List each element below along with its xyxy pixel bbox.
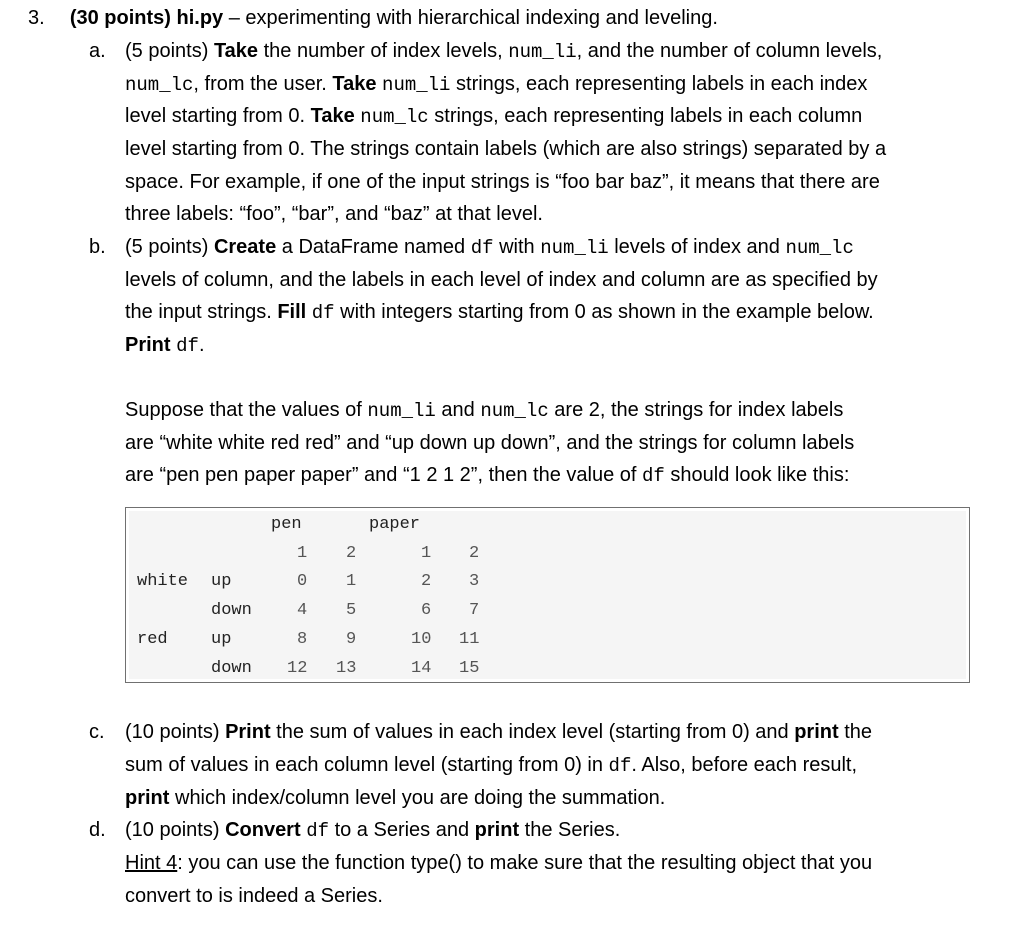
column-label-level1: 1	[421, 544, 432, 563]
dataframe-table	[129, 511, 966, 679]
column-label-level0: pen	[271, 515, 302, 534]
text: are 2, the strings for index labels	[548, 399, 844, 421]
code-text: num_lc	[785, 237, 854, 259]
text: to a Series and	[329, 819, 475, 841]
bold-text: Take	[213, 40, 259, 62]
index-label-level0: red	[137, 630, 168, 649]
text: : you can use the function type() to make sure that the resulting object that you	[177, 852, 873, 874]
part-b-label: b.	[89, 236, 106, 258]
part-a-line-6: three labels: “foo”, “bar”, and “baz” at that level.	[125, 203, 543, 225]
part-a-line-4: level starting from 0. The strings contain labels (which are also strings) separated by a	[125, 138, 887, 160]
index-label-level0: white	[137, 572, 189, 591]
cell-value: 8	[297, 630, 308, 649]
part-a-label: a.	[89, 40, 106, 62]
code-text: num_lc	[360, 106, 429, 128]
bold-text: print	[125, 787, 170, 809]
code-text: num_lc	[125, 74, 194, 96]
example-line-1	[125, 397, 843, 424]
bold-text: print	[794, 721, 839, 743]
cell-value: 14	[411, 659, 432, 678]
text: are “pen pen paper paper” and “1 2 1 2”, then the value of	[125, 464, 643, 486]
cell-value: 11	[459, 630, 480, 649]
code-text: num_li	[382, 74, 451, 96]
text: .	[198, 334, 205, 356]
code-text: num_lc	[480, 400, 549, 422]
index-label-level1: down	[211, 601, 252, 620]
code-text: df	[176, 335, 199, 357]
index-label-level1: up	[211, 572, 232, 591]
cell-value: 3	[469, 572, 480, 591]
part-d-line-2	[125, 850, 872, 876]
part-d-line-1	[125, 817, 620, 844]
part-a-line-1	[125, 38, 882, 65]
part-b-line-3	[125, 299, 874, 326]
column-label-level1: 1	[297, 544, 308, 563]
part-b-line-2: levels of column, and the labels in each level of index and column are as specified by	[125, 269, 878, 291]
part-d-label: d.	[89, 819, 106, 841]
column-label-level1: 2	[346, 544, 357, 563]
cell-value: 0	[297, 572, 308, 591]
code-text: df	[306, 820, 330, 842]
cell-value: 10	[411, 630, 432, 649]
text: should look like this:	[664, 464, 850, 486]
column-label-level1: 2	[469, 544, 480, 563]
text: a DataFrame named	[276, 236, 471, 258]
text: strings, each representing labels in each index	[450, 73, 868, 95]
text: sum of values in each column level (starting from 0) in	[125, 754, 609, 776]
index-label-level1: down	[211, 659, 252, 678]
text: the input strings.	[125, 301, 278, 323]
example-line-2: are “white white red red” and “up down up down”, and the strings for column labels	[125, 432, 855, 454]
text: Suppose that the values of	[125, 399, 368, 421]
text: and	[435, 399, 481, 421]
text: the	[838, 721, 873, 743]
part-a-line-5: space. For example, if one of the input strings is “foo bar baz”, it means that there are	[125, 171, 880, 193]
text: (10 points)	[125, 819, 226, 841]
code-text: df	[470, 237, 494, 259]
bold-text: Convert	[225, 819, 301, 841]
bold-text: Fill	[277, 301, 307, 323]
cell-value: 7	[469, 601, 480, 620]
cell-value: 13	[336, 659, 357, 678]
bold-text: Print	[125, 334, 171, 356]
bold-text: Take	[310, 105, 355, 127]
hint-label: Hint 4	[125, 852, 178, 874]
part-c-line-2	[125, 752, 857, 779]
bold-text: Print	[225, 721, 271, 743]
text: (5 points)	[125, 236, 214, 258]
question-title-rest: – experimenting with hierarchical indexing and leveling.	[223, 7, 718, 29]
cell-value: 6	[421, 601, 432, 620]
part-a-line-3	[125, 103, 862, 130]
example-line-3	[125, 462, 849, 489]
text: (10 points)	[125, 721, 226, 743]
code-text: num_li	[508, 41, 577, 63]
text: with	[493, 236, 541, 258]
part-b-line-1	[125, 234, 854, 261]
text: which index/column level you are doing the summation.	[169, 787, 666, 809]
text: , and the number of column levels,	[576, 40, 883, 62]
bold-text: Take	[332, 73, 377, 95]
text: level starting from 0.	[125, 105, 311, 127]
part-c-line-3	[125, 785, 665, 811]
cell-value: 15	[459, 659, 480, 678]
question-header	[28, 5, 718, 31]
text: the number of index levels,	[258, 40, 509, 62]
question-number: 3.	[28, 7, 45, 29]
cell-value: 1	[346, 572, 357, 591]
index-label-level1: up	[211, 630, 232, 649]
text: the Series.	[519, 819, 621, 841]
part-d-line-3: convert to is indeed a Series.	[125, 885, 383, 907]
text: (5 points)	[125, 40, 214, 62]
part-a-line-2	[125, 71, 867, 98]
text: . Also, before each result,	[631, 754, 858, 776]
code-text: num_li	[540, 237, 609, 259]
code-text: df	[608, 755, 632, 777]
cell-value: 2	[421, 572, 432, 591]
part-c-line-1	[125, 719, 872, 745]
text: the sum of values in each index level (starting from 0) and	[270, 721, 795, 743]
cell-value: 9	[346, 630, 357, 649]
bold-text: print	[474, 819, 520, 841]
dataframe-output	[125, 507, 970, 683]
part-c-label: c.	[89, 721, 105, 743]
text: strings, each representing labels in each column	[428, 105, 863, 127]
text: with integers starting from 0 as shown in the example below.	[334, 301, 874, 323]
code-text: df	[642, 465, 665, 487]
cell-value: 12	[287, 659, 308, 678]
part-b-line-4	[125, 332, 205, 359]
cell-value: 4	[297, 601, 308, 620]
question-title: (30 points) hi.py	[69, 7, 224, 29]
column-label-level0: paper	[369, 515, 421, 534]
text: levels of index and	[608, 236, 786, 258]
cell-value: 5	[346, 601, 357, 620]
code-text: num_li	[367, 400, 436, 422]
code-text: df	[311, 302, 335, 324]
bold-text: Create	[213, 236, 277, 258]
text: , from the user.	[193, 73, 333, 95]
